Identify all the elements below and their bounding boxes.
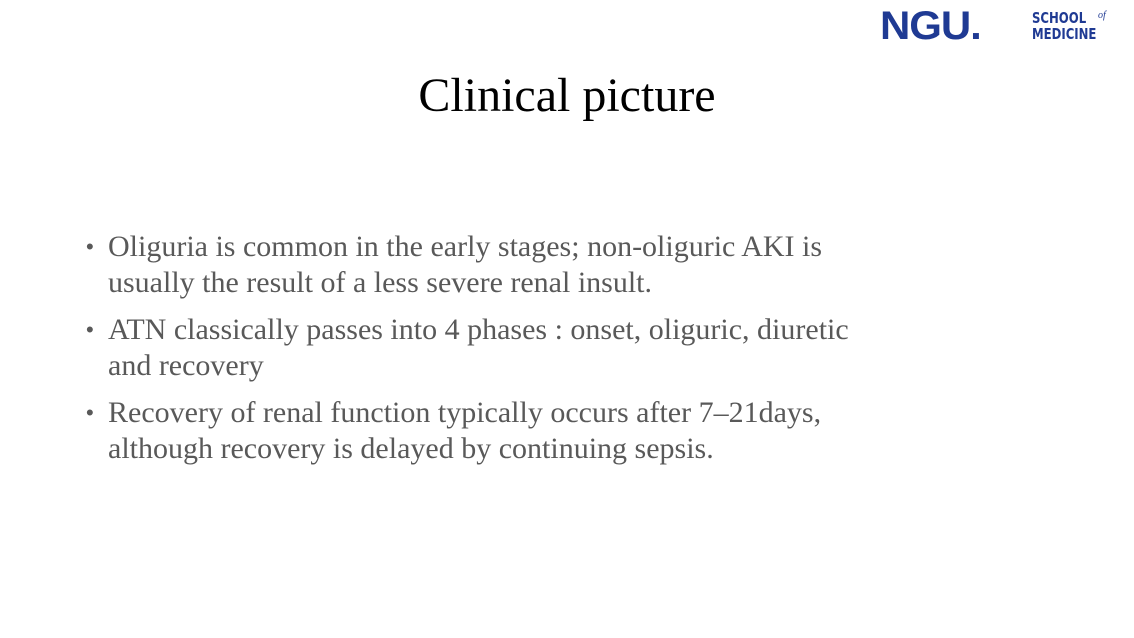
bullet-icon: • <box>86 317 94 342</box>
bullet-item <box>86 229 1046 301</box>
logo-wordmark: NGU. <box>880 4 981 48</box>
bullet-text-line: and recovery <box>108 349 264 382</box>
logo-school-text: SCHOOL <box>1032 9 1087 27</box>
bullet-item <box>86 312 1046 384</box>
logo-medicine-text: MEDICINE <box>1032 25 1097 43</box>
slide-title: Clinical picture <box>418 69 716 122</box>
bullet-text-line: Oliguria is common in the early stages; non-oliguric AKI is <box>108 230 823 263</box>
bullet-item <box>86 395 1046 467</box>
bullet-icon: • <box>86 400 94 425</box>
bullet-text-line: Recovery of renal function typically occurs after 7–21days, <box>108 396 822 429</box>
logo-of-text: of <box>1098 10 1106 21</box>
ngu-school-of-medicine-logo <box>880 4 1116 48</box>
bullet-list <box>86 229 1046 478</box>
bullet-text-line: although recovery is delayed by continuing sepsis. <box>108 432 714 465</box>
bullet-icon: • <box>86 234 94 259</box>
bullet-text-line: usually the result of a less severe renal insult. <box>108 266 653 299</box>
bullet-text-line: ATN classically passes into 4 phases : onset, oliguric, diuretic <box>108 313 849 346</box>
